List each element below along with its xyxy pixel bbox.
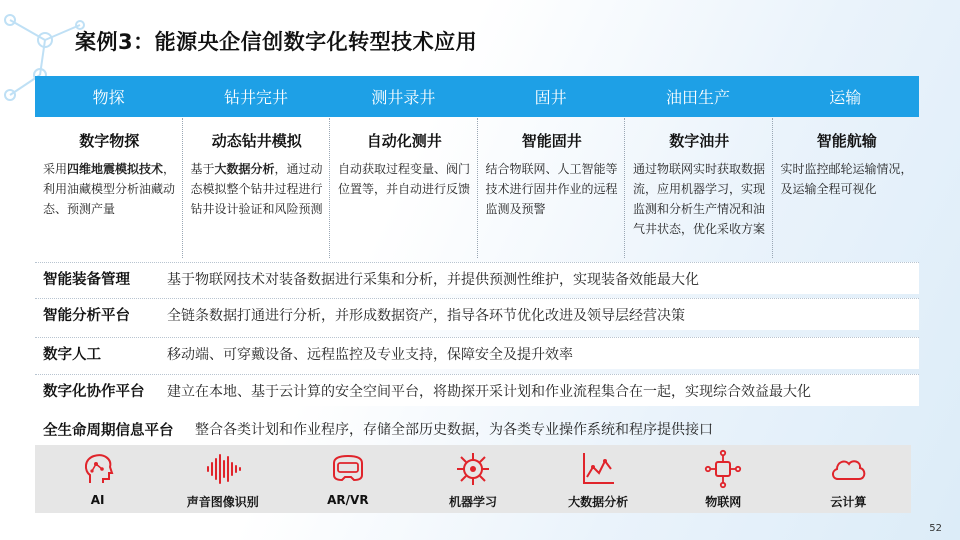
vr-headset-icon [328,449,368,489]
column [329,118,477,258]
column [772,118,920,258]
machine-learning-icon [453,449,493,489]
tech-item-iot [661,445,786,513]
tech-item-bigdata [536,445,661,513]
row-text: 整合各类计划和作业程序，存储全部历史数据，为各类专业操作系统和程序提供接口 [195,422,713,438]
cloud-icon [828,449,868,489]
row-label: 数字化协作平台 [43,384,145,400]
header-cell: 物探 [92,88,125,107]
desc-bold: 大数据分析 [214,162,275,176]
tech-item-ai [35,445,160,513]
column-title: 自动化测井 [366,132,442,150]
desc-bold: 四维地震模拟技术 [67,162,164,176]
column [624,118,772,258]
platform-row [35,262,919,294]
tech-item-ml [410,445,535,513]
column-description [633,159,766,239]
column-title: 智能航输 [816,132,877,150]
tech-item-sound [160,445,285,513]
row-text: 移动端、可穿戴设备、远程监控及专业支持，保障安全及提升效率 [167,346,573,363]
iot-icon [703,449,743,489]
desc-text: 结合物联网、人工智能等技术进行固井作业的远程监测及预警 [485,162,618,216]
header-cell: 油田生产 [665,88,730,107]
tech-item-arvr [285,445,410,513]
column-description [781,159,914,199]
row-text: 基于物联网技术对装备数据进行采集和分析，并提供预测性维护，实现装备效能最大化 [167,271,699,288]
column-title: 数字物探 [79,132,140,150]
header-cell: 固井 [534,88,567,107]
header-cell: 运输 [829,88,862,107]
tech-label: AR/VR [327,493,369,507]
tech-label: 声音图像识别 [186,495,259,509]
column-description [338,159,471,199]
row-label: 数字人工 [43,347,101,363]
platform-row [35,298,919,330]
desc-text: 实时监控邮轮运输情况，及运输全程可视化 [780,162,913,196]
tech-label: 大数据分析 [568,495,629,509]
row-label: 智能装备管理 [43,272,130,288]
desc-text: 自动获取过程变量、阀门位置等，并自动进行反馈 [338,162,471,196]
column [35,118,182,258]
desc-text: 基于 [190,162,215,176]
slide-title: 案例3：能源央企信创数字化转型技术应用 [75,30,478,54]
platform-row [35,374,919,406]
application-columns [35,118,919,258]
desc-text: 通过物联网实时获取数据流，应用机器学习，实现监测和分析生产情况和油气井状态，优化采收方案 [633,162,766,236]
tech-label: 机器学习 [448,495,497,509]
row-label: 全生命周期信息平台 [43,422,174,439]
sound-wave-icon [203,449,243,489]
column [182,118,330,258]
column-description [191,159,324,219]
tech-label: 物联网 [705,495,742,509]
header-cell: 测井录井 [371,88,436,107]
desc-text: 采用 [43,162,68,176]
page-number: 52 [929,523,942,534]
platform-row [35,337,919,369]
header-cell: 钻井完井 [223,88,288,107]
desc-text: ，通过动态模拟整个钻井过程进行钻井设计验证和风险预测 [190,162,323,216]
process-header-bar [35,76,919,117]
platform-row [35,413,919,445]
technology-strip [35,445,911,513]
tech-label: AI [90,493,105,507]
ai-head-icon [78,449,118,489]
column-title: 数字油井 [669,132,730,150]
column [477,118,625,258]
column-title: 智能固井 [521,132,582,150]
tech-item-cloud [786,445,911,513]
desc-text: ，利用油藏模型分析油藏动态、预测产量 [43,162,176,216]
row-label: 智能分析平台 [43,308,130,324]
column-title: 动态钻井模拟 [211,132,302,150]
chart-analysis-icon [578,449,618,489]
row-text: 建立在本地、基于云计算的安全空间平台，将勘探开采计划和作业流程集合在一起，实现综合效益最大化 [167,383,811,400]
column-description [43,159,176,219]
tech-label: 云计算 [830,495,867,509]
row-text: 全链条数据打通进行分析，并形成数据资产，指导各环节优化改进及领导层经营决策 [167,307,685,324]
column-description [486,159,619,219]
